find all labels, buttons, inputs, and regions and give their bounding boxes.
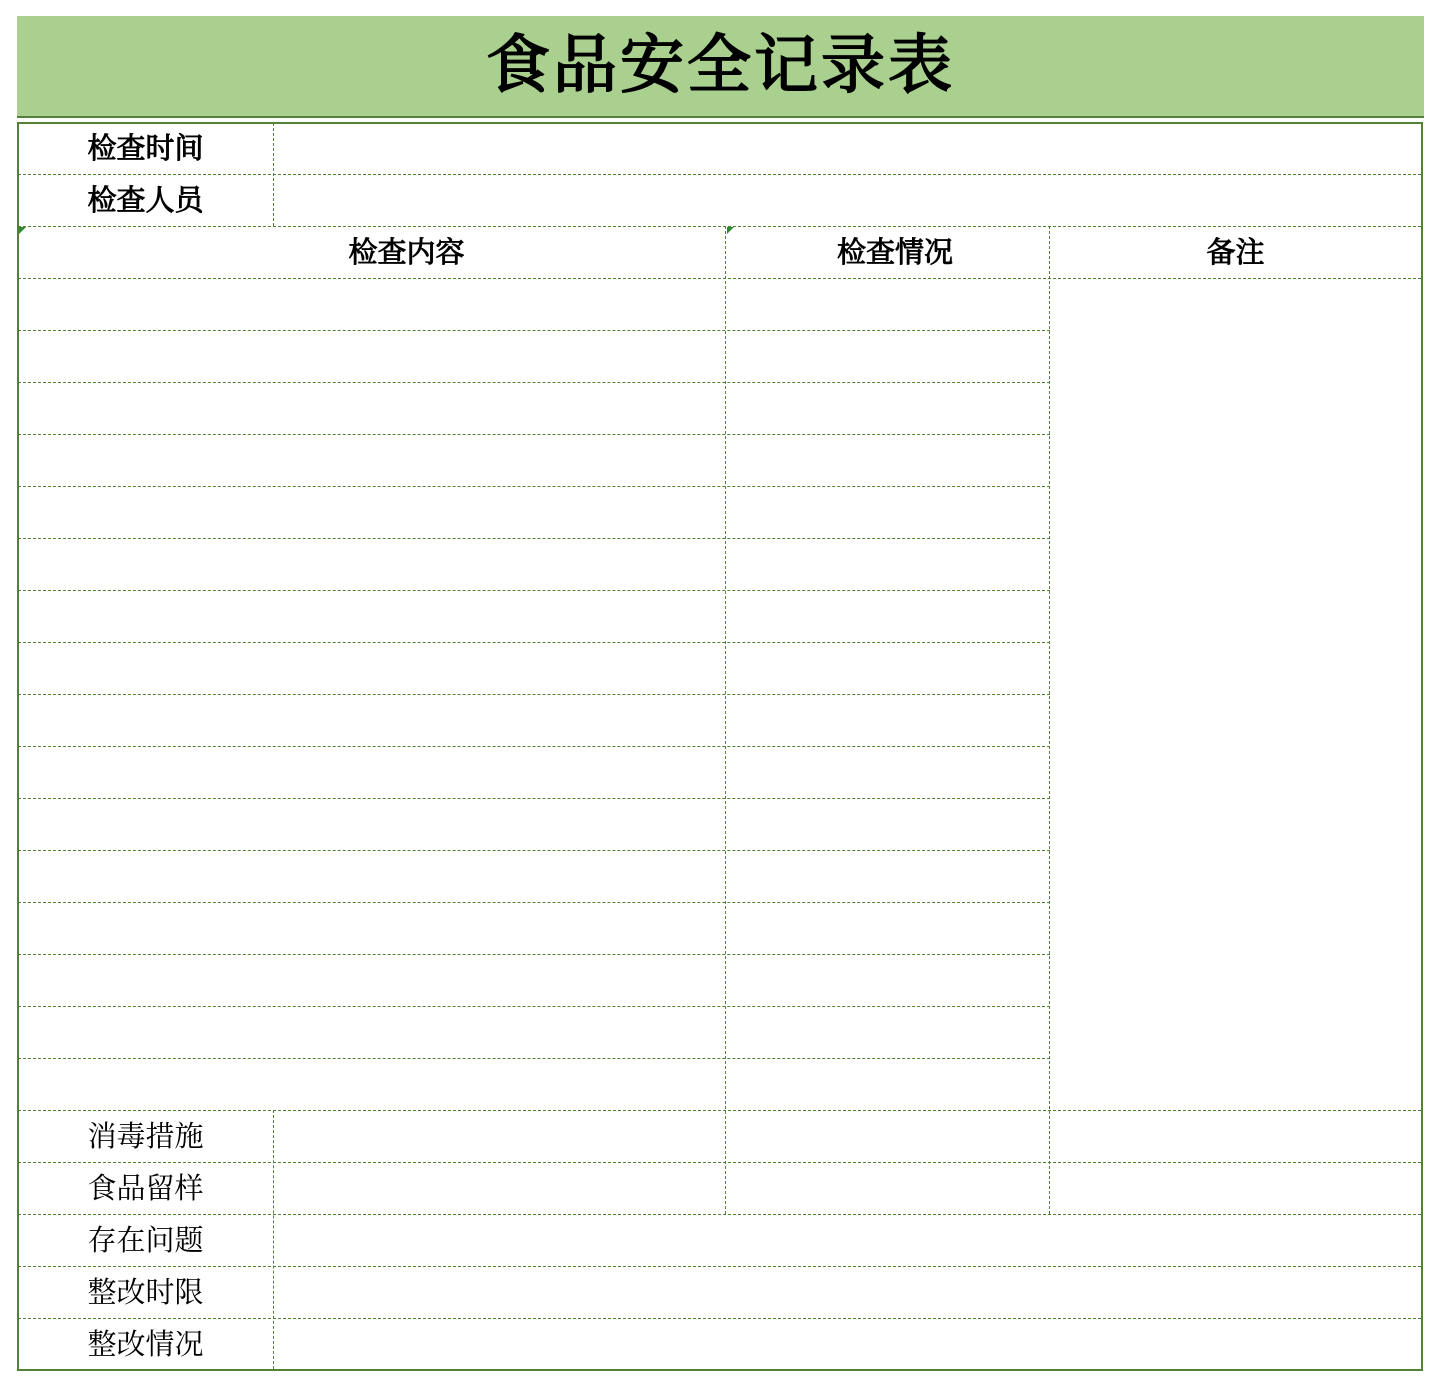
issues-label: 存在问题 — [87, 1223, 204, 1257]
inspection-status-cells[interactable] — [727, 279, 1049, 1110]
title-banner — [17, 16, 1424, 118]
disinfection-label: 消毒措施 — [87, 1119, 204, 1153]
issues-value-cell[interactable] — [275, 1215, 1421, 1266]
deadline-value-cell[interactable] — [275, 1267, 1421, 1318]
label-column-divider — [273, 1110, 274, 1369]
inspector-label: 检查人员 — [87, 183, 204, 217]
table-bottom-border — [17, 1369, 1423, 1371]
column-header-content: 检查内容 — [348, 235, 465, 269]
deadline-label: 整改时限 — [87, 1275, 204, 1309]
column-header-status: 检查情况 — [836, 235, 953, 269]
sample-label: 食品留样 — [87, 1171, 204, 1205]
inspection-time-label: 检查时间 — [87, 131, 204, 165]
cell-comment-marker — [19, 227, 26, 234]
table-right-border — [1421, 122, 1423, 1371]
sample-value-cell[interactable] — [275, 1163, 725, 1214]
inspection-content-cells[interactable] — [18, 279, 725, 1110]
rectification-value-cell[interactable] — [275, 1319, 1421, 1369]
remarks-merged-cell[interactable] — [1051, 279, 1421, 1110]
column-header-remarks: 备注 — [1206, 235, 1265, 269]
cell-comment-marker — [727, 227, 734, 234]
page-title: 食品安全记录表 — [486, 29, 955, 103]
disinfection-value-cell[interactable] — [275, 1111, 725, 1162]
status-column-divider — [1049, 226, 1050, 1214]
rectification-label: 整改情况 — [87, 1326, 204, 1361]
inspector-value-cell[interactable] — [275, 175, 1421, 226]
content-column-divider — [725, 226, 726, 1214]
label-column-divider — [273, 123, 274, 226]
inspection-time-value-cell[interactable] — [275, 123, 1421, 174]
